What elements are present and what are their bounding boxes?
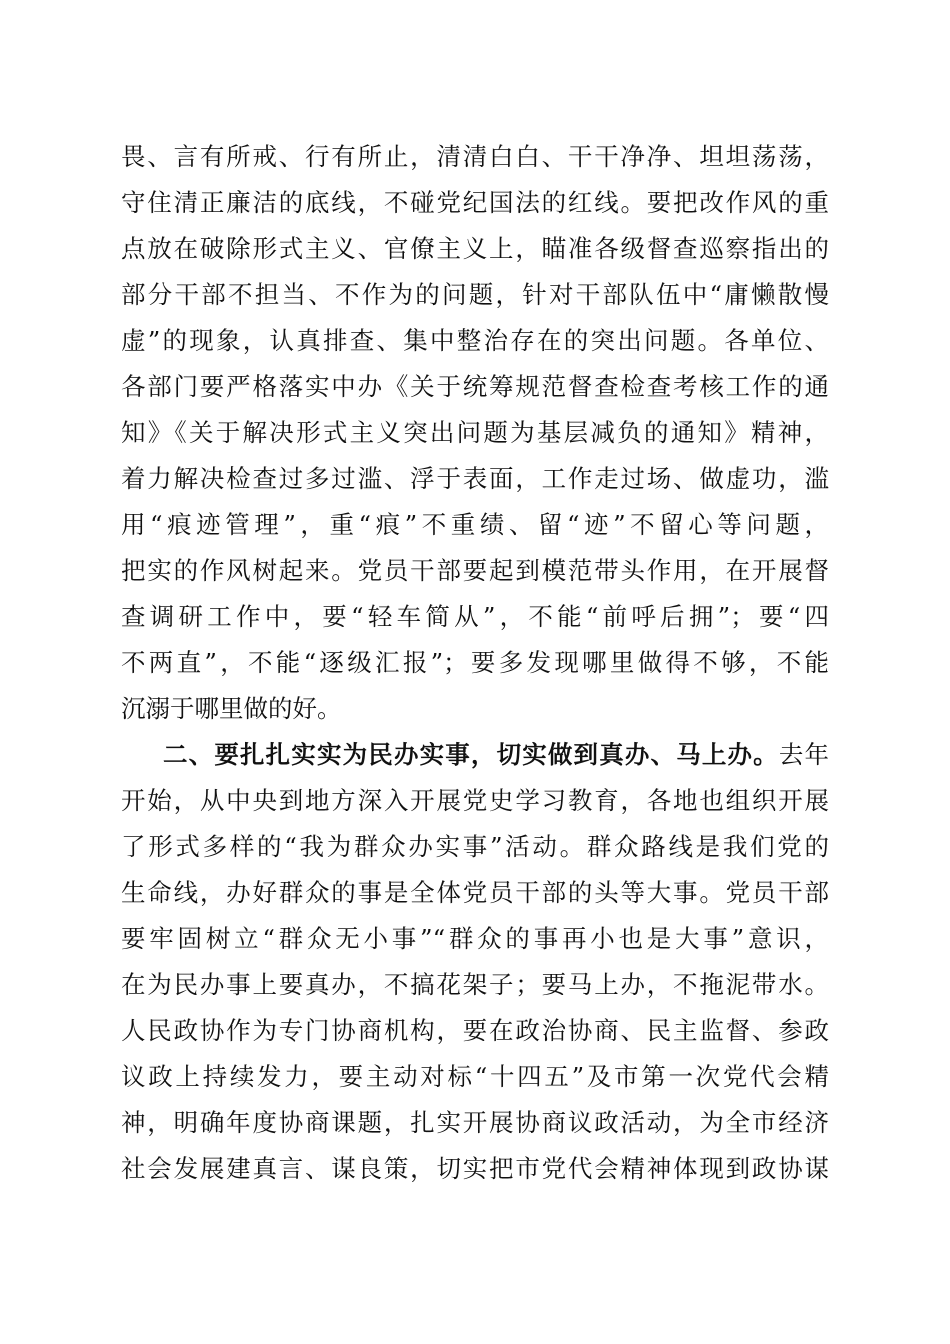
- paragraph-line: 社会发展建真言、谋良策，切实把市党代会精神体现到政协谋: [121, 1154, 829, 1183]
- paragraph-line: 人民政协作为专门协商机构，要在政治协商、民主监督、参政: [121, 1016, 829, 1045]
- paragraph-line: 生命线，办好群众的事是全体党员干部的头等大事。党员干部: [121, 878, 829, 907]
- paragraph-line: 畏、言有所戒、行有所止，清清白白、干干净净、坦坦荡荡，: [121, 142, 829, 171]
- paragraph-line: 不两直”，不能“逐级汇报”；要多发现哪里做得不够，不能: [121, 648, 829, 677]
- paragraph-line: 在为民办事上要真办，不搞花架子；要马上办，不拖泥带水。: [121, 970, 829, 999]
- paragraph-line: 议政上持续发力，要主动对标“十四五”及市第一次党代会精: [121, 1062, 829, 1091]
- section-heading-line: [163, 737, 829, 773]
- paragraph-line: 知》《关于解决形式主义突出问题为基层减负的通知》精神，: [121, 418, 829, 447]
- paragraph-line: 了形式多样的“我为群众办实事”活动。群众路线是我们党的: [121, 832, 829, 861]
- paragraph-line: 虚”的现象，认真排查、集中整治存在的突出问题。各单位、: [121, 326, 829, 355]
- paragraph-line: 守住清正廉洁的底线，不碰党纪国法的红线。要把改作风的重: [121, 188, 829, 217]
- paragraph-line: 开始，从中央到地方深入开展党史学习教育，各地也组织开展: [121, 786, 829, 815]
- paragraph-line: 查调研工作中，要“轻车简从”，不能“前呼后拥”；要“四: [121, 602, 829, 631]
- paragraph-line: 神，明确年度协商课题，扎实开展协商议政活动，为全市经济: [121, 1108, 829, 1137]
- paragraph-line: 沉溺于哪里做的好。: [121, 694, 342, 723]
- paragraph-line: 用“痕迹管理”，重“痕”不重绩、留“迹”不留心等问题，: [121, 510, 829, 539]
- heading-tail-text: 去年: [778, 740, 830, 769]
- paragraph-line: 点放在破除形式主义、官僚主义上，瞄准各级督查巡察指出的: [121, 234, 829, 263]
- section-heading: 二、要扎扎实实为民办实事，切实做到真办、马上办。: [163, 740, 779, 769]
- paragraph-line: 各部门要严格落实中办《关于统筹规范督查检查考核工作的通: [121, 372, 829, 401]
- paragraph-line: 把实的作风树起来。党员干部要起到模范带头作用，在开展督: [121, 556, 829, 585]
- paragraph-line: 部分干部不担当、不作为的问题，针对干部队伍中“庸懒散慢: [121, 280, 829, 309]
- paragraph-line: 要牢固树立“群众无小事”“群众的事再小也是大事”意识，: [121, 924, 829, 953]
- paragraph-line: 着力解决检查过多过滥、浮于表面，工作走过场、做虚功，滥: [121, 464, 829, 493]
